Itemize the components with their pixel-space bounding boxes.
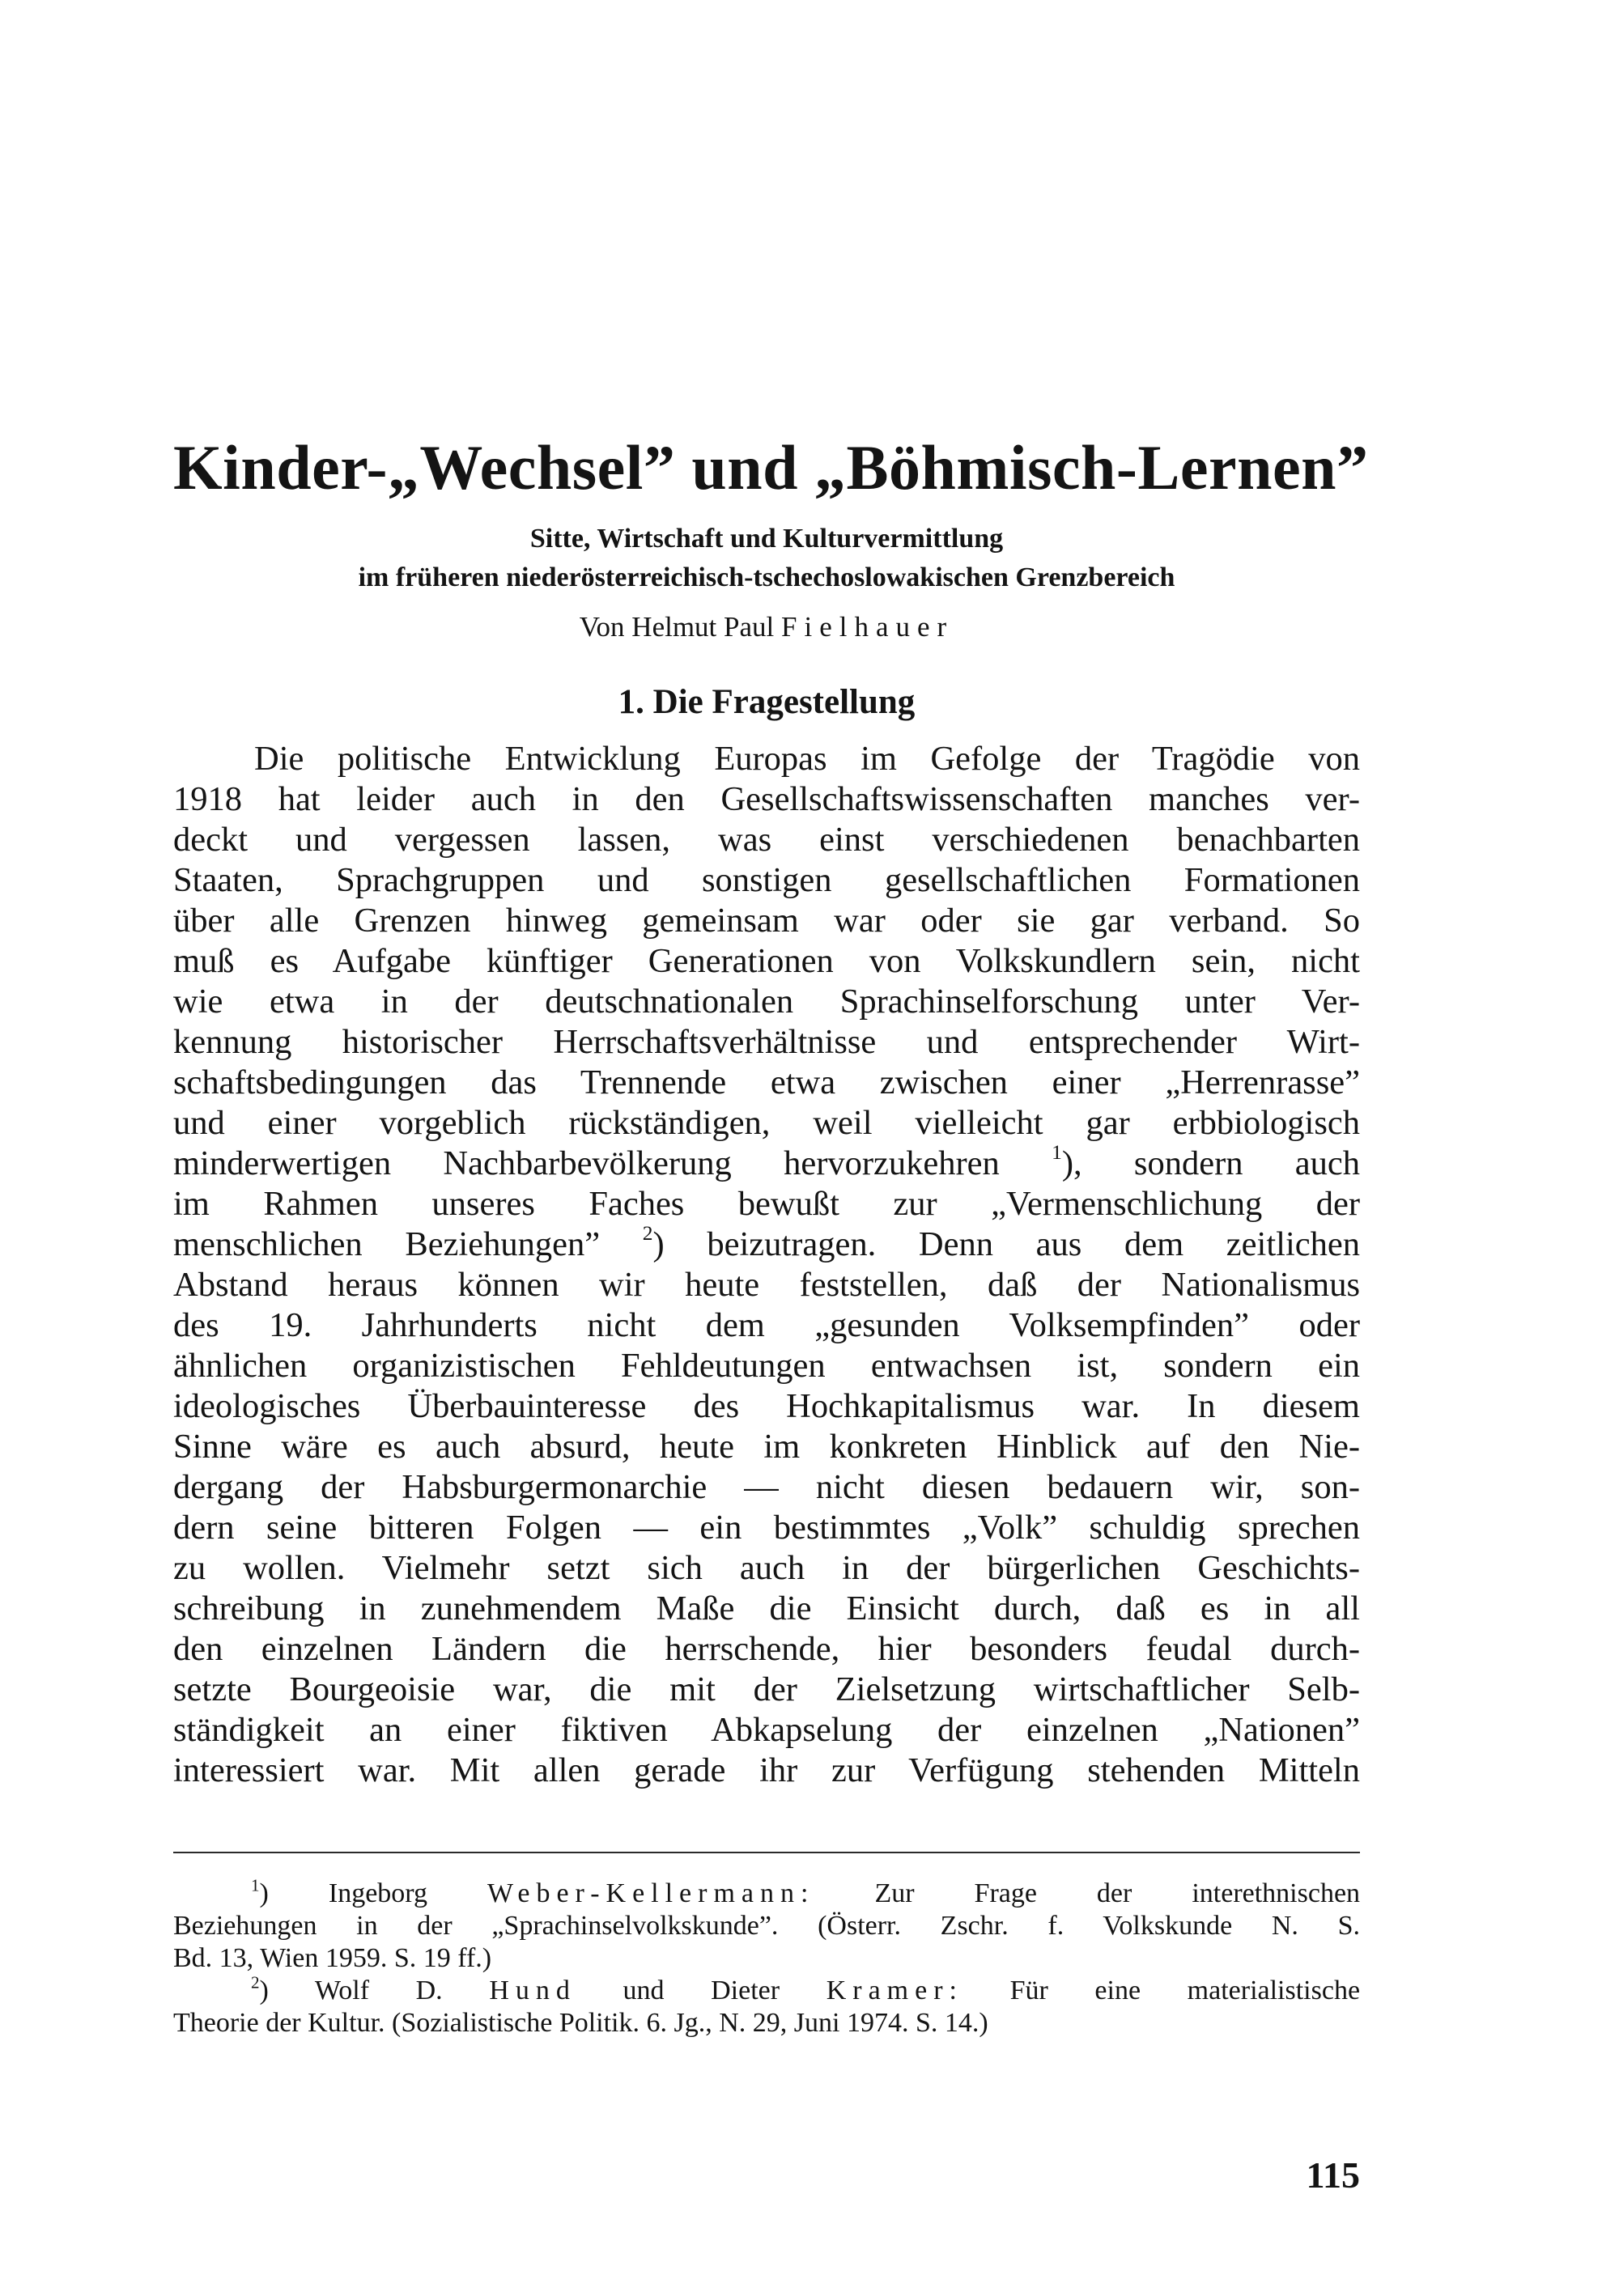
footnote-2-paren: ) — [259, 1976, 269, 2005]
footnote-2-author1-first: Wolf D. — [314, 1976, 443, 2005]
footnotes — [173, 1875, 1361, 2039]
footnote-2-author2-surname: Kramer: — [826, 1976, 963, 2005]
body-line-with-footnote-1 — [173, 1140, 1361, 1184]
footnote-1-text: Zur Frage der interethnischen — [874, 1878, 1361, 1908]
body-line-text: minderwertigen Nachbarbevölkerung hervorzukehren — [173, 1144, 1000, 1182]
footnote-1-line-2: Beziehungen in der „Sprachinselvolkskunde”. (Österr. Zschr. f. Volkskunde N. S. — [173, 1911, 1360, 1941]
footnote-2-line-1 — [173, 1972, 1361, 2007]
footnote-1-author-first: Ingeborg — [328, 1878, 427, 1908]
body-line: Sinne wäre es auch absurd, heute im konkreten Hinblick auf den Nie- — [173, 1428, 1360, 1466]
footnote-2-author1-surname: Hund — [489, 1976, 576, 2005]
footnote-ref-1: 1 — [1052, 1140, 1062, 1164]
body-line: interessiert war. Mit allen gerade ihr zur Verfügung stehenden Mitteln — [173, 1751, 1360, 1789]
body-paragraph — [173, 739, 1360, 1791]
body-line-with-footnote-2 — [173, 1220, 1360, 1265]
body-line: schaftsbedingungen das Trennende etwa zwischen einer „Herrenrasse” — [173, 1063, 1360, 1101]
body-line: ideologisches Überbauinteresse des Hochkapitalismus war. In diesem — [173, 1387, 1360, 1425]
section-heading: 1. Die Fragestellung — [618, 683, 916, 721]
body-line: Abstand heraus können wir heute feststellen, daß der Nationalismus — [173, 1266, 1360, 1304]
body-line: über alle Grenzen hinweg gemeinsam war oder sie gar verband. So — [173, 902, 1360, 940]
body-line: wie etwa in der deutschnationalen Sprachinselforschung unter Ver- — [173, 982, 1360, 1021]
footnote-2-line-2: Theorie der Kultur. (Sozialistische Politik. 6. Jg., N. 29, Juni 1974. S. 14.) — [173, 2008, 988, 2038]
body-line: und einer vorgeblich rückständigen, weil vielleicht gar erbbiologisch — [173, 1104, 1360, 1142]
footnote-1-author-surname: Weber-Kellermann: — [487, 1878, 815, 1908]
footnote-1-line-3: Bd. 13, Wien 1959. S. 19 ff.) — [173, 1943, 492, 1973]
footnote-ref-2: 2 — [642, 1220, 653, 1245]
body-line: zu wollen. Vielmehr setzt sich auch in der bürgerlichen Geschichts- — [173, 1549, 1360, 1587]
body-line: 1918 hat leider auch in den Gesellschaftswissenschaften manches ver- — [173, 780, 1360, 818]
body-line-tail: ), sondern auch — [1061, 1144, 1361, 1182]
body-line: ständigkeit an einer fiktiven Abkapselung der einzelnen „Nationen” — [173, 1711, 1360, 1749]
body-line: deckt und vergessen lassen, was einst verschiedenen benachbarten — [173, 821, 1360, 859]
body-line: des 19. Jahrhunderts nicht dem „gesunden Volksempfinden” oder — [173, 1306, 1360, 1344]
body-line: schreibung in zunehmendem Maße die Einsicht durch, daß es in all — [173, 1589, 1360, 1628]
body-line: setzte Bourgeoisie war, die mit der Zielsetzung wirtschaftlicher Selb- — [173, 1670, 1360, 1708]
body-line: Staaten, Sprachgruppen und sonstigen gesellschaftlichen Formationen — [173, 861, 1360, 899]
page-number: 115 — [1306, 2154, 1360, 2196]
footnote-1-paren: ) — [259, 1878, 269, 1908]
body-line: Die politische Entwicklung Europas im Gefolge der Tragödie von — [254, 740, 1360, 778]
body-line: den einzelnen Ländern die herrschende, hier besonders feudal durch- — [173, 1630, 1360, 1668]
footnote-2-marker: 2 — [251, 1972, 260, 1993]
author-surname: Fielhauer — [781, 611, 954, 643]
footnote-divider — [173, 1852, 1360, 1853]
body-line: dergang der Habsburgermonarchie — nicht diesen bedauern wir, son- — [173, 1468, 1360, 1506]
body-line: im Rahmen unseres Faches bewußt zur „Vermenschlichung der — [173, 1185, 1360, 1223]
footnote-1-marker: 1 — [251, 1875, 260, 1895]
author-byline — [173, 609, 1360, 646]
body-line: muß es Aufgabe künftiger Generationen von Volkskundlern sein, nicht — [173, 942, 1360, 980]
body-line: ähnlichen organizistischen Fehldeutungen entwachsen ist, sondern ein — [173, 1347, 1360, 1385]
article-subtitle-line-2: im früheren niederösterreichisch-tschechoslowakischen Grenzbereich — [358, 562, 1175, 592]
body-line-text: menschlichen Beziehungen” — [173, 1225, 601, 1263]
body-line-tail: ) beizutragen. Denn aus dem zeitlichen — [652, 1225, 1360, 1263]
body-line: dern seine bitteren Folgen — ein bestimmtes „Volk” schuldig sprechen — [173, 1509, 1360, 1547]
footnote-2-text: Für eine materialistische — [1009, 1976, 1361, 2005]
body-line: kennung historischer Herrschaftsverhältnisse und entsprechender Wirt- — [173, 1023, 1360, 1061]
article-subtitle-line-1: Sitte, Wirtschaft und Kulturvermittlung — [529, 524, 1004, 554]
footnote-1-line-1 — [173, 1875, 1361, 1910]
article-title: Kinder-„Wechsel” und „Böhmisch-Lernen” — [173, 432, 1369, 503]
author-prefix: Von Helmut Paul — [579, 611, 775, 643]
footnote-2-connector: und Dieter — [623, 1976, 780, 2005]
